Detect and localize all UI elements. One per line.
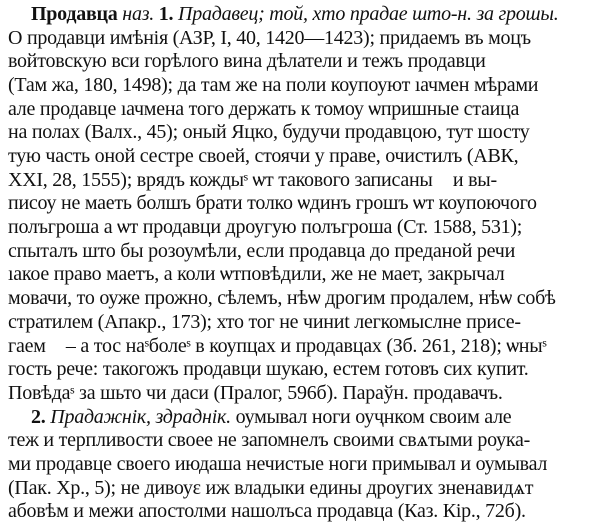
text-line: Повѣдаˢ за шьто чи даси (Пралог, 596б). Параўн. продавачъ. — [8, 382, 503, 404]
sense-2-definition: Прадажнік, здраднік. — [50, 406, 231, 428]
text-line: писоу не маеть болшъ брати толко ѡдинъ грошъ ѡт коупоючого — [8, 192, 537, 214]
text-line: теж и терпливости своее не запомнелъ своими свѧтыми роука- — [8, 429, 531, 451]
text-line: стратилем (Апакр., 173); хто тог не чиниt легкомыслне присе- — [8, 311, 521, 333]
text-line: гаемⷮ – а тос наˢболеˢ в коупцах и продавцах (Зб. 261, 218); ѡныˢ — [8, 335, 547, 357]
text-line: полъгроша а ѡт продавци дроугую полъгроша (Ст. 1588, 531); — [8, 216, 523, 238]
text-line: але продавце ıачмена того держать к томоу ѡпришные стаица — [8, 98, 520, 120]
text-line: (Там жа, 180, 1498); да там же на поли коупоуют ıачмен мѣрами — [8, 74, 539, 96]
sense-2-text: оумывал ноги оуҷнком своим але — [235, 406, 512, 428]
text-line: ми продавце своего июдаша нечистые ноги примывал и оумывал — [8, 453, 548, 475]
text-line: войтовскую вси горѣлого вина дѣлатели и тежъ продавци — [8, 50, 486, 72]
headword: Продавца — [31, 3, 118, 25]
text-line: О продавци имѣнія (АЗР, I, 40, 1420—1423); придаемъ въ моцъ — [8, 27, 531, 49]
text-line: абовѣм и межи апостолми нашолъса продавца (Каз. Кір., 72б). — [8, 500, 526, 522]
text-line: (Пак. Хр., 5); не дивоуɛ иж владыки едины дроугих зненавидѧт — [8, 477, 534, 499]
entry-heading-line — [31, 2, 558, 27]
sense-1-number: 1. — [158, 3, 174, 25]
text-line: ıакое право маетъ, а коли ѡтповѣдили, же не мает, закрычал — [8, 263, 505, 285]
text-line: тую часть оной сестре своей, стоячи у праве, очистилъ (АВК, — [8, 145, 519, 167]
part-of-speech: наз. — [122, 3, 155, 25]
sense-2-heading-line — [31, 405, 511, 430]
sense-1-definition: Прадавец; той, хто прадае што-н. за грошы. — [178, 3, 559, 25]
text-line: гость рече: такогожъ продавци шукаю, естем готовъ сих купит. — [8, 358, 529, 380]
text-line: спыталъ што бы розоумѣли, если продавца до преданой речи — [8, 240, 516, 262]
sense-2-number: 2. — [31, 406, 46, 428]
text-line: мовачи, то оуже прожно, сѣлемъ, нѣѡ дрогим продалем, нѣѡ собѣ — [8, 287, 556, 309]
text-line: XXI, 28, 1555); врядъ кождыˢ ѡт такового записаныⷯ и вы- — [8, 169, 497, 191]
text-line: на полах (Валх., 45); оный Яцко, будучи продавцою, тут шосту — [8, 121, 530, 143]
